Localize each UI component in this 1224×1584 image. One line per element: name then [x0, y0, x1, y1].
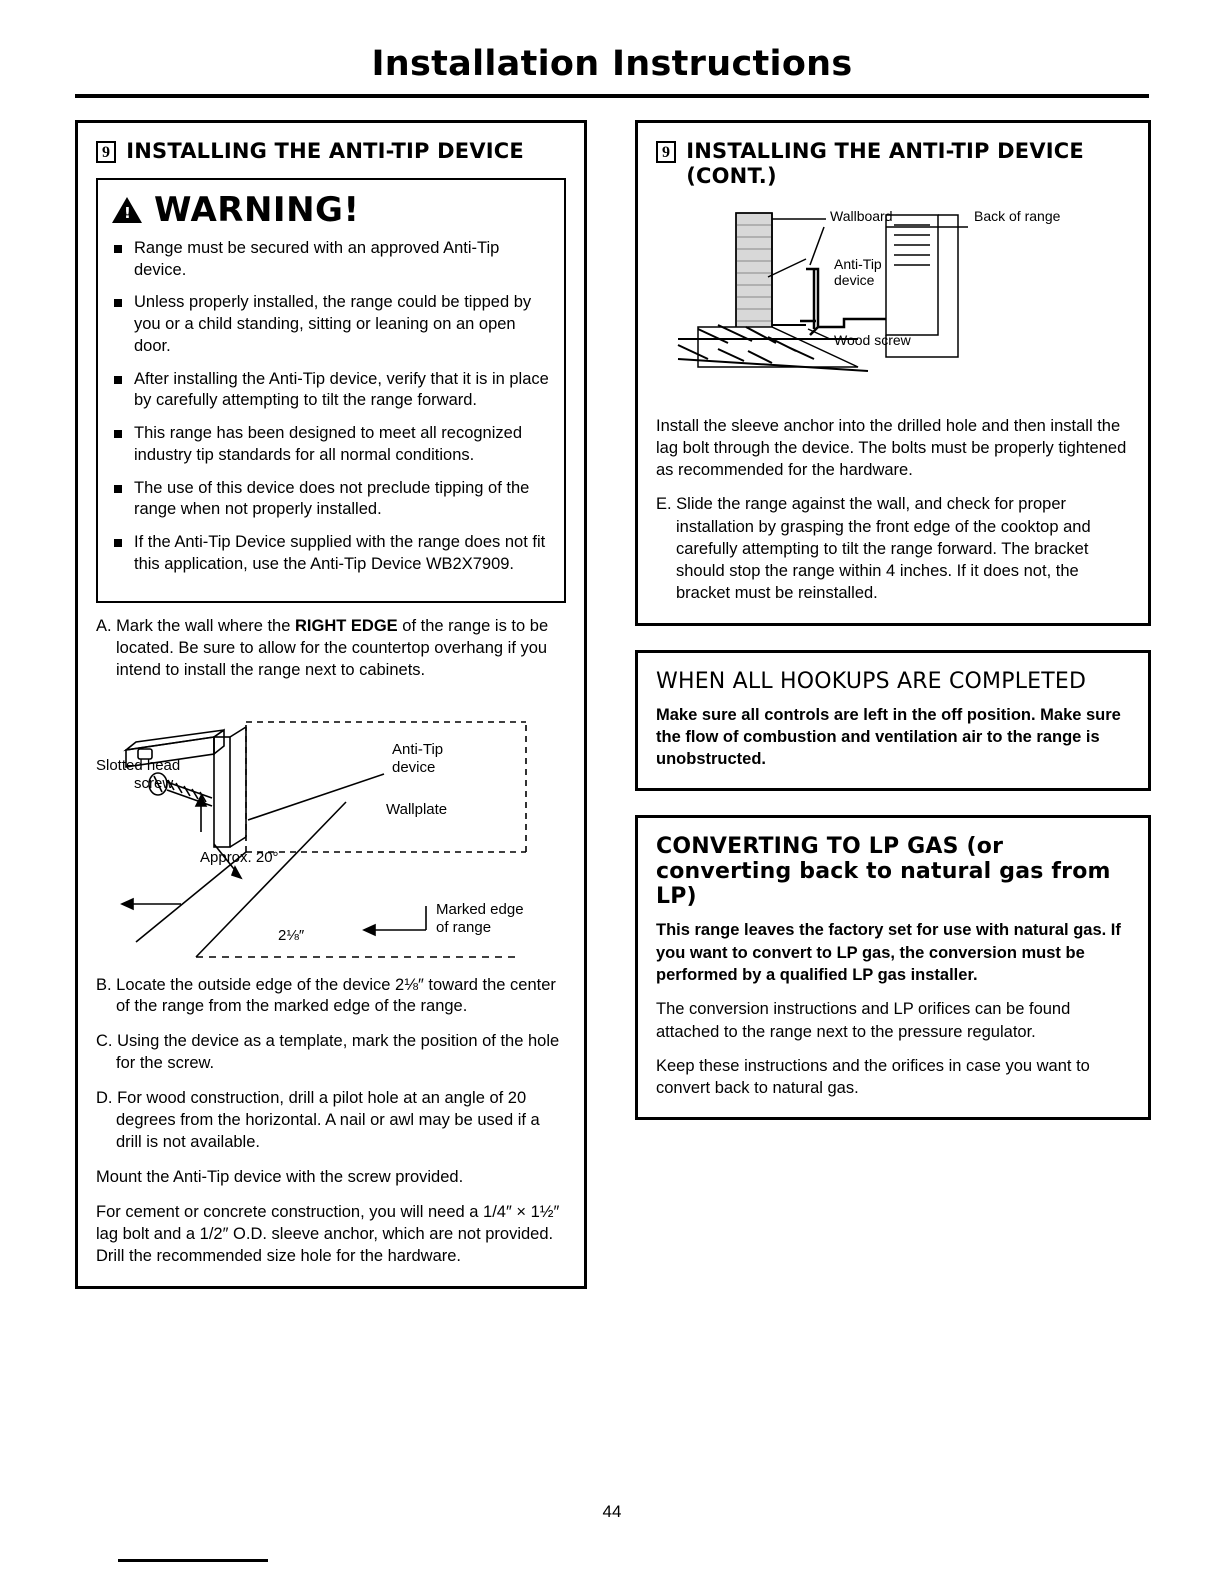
hookups-body: Make sure all controls are left in the off position. Make sure the flow of combustion and ventilation air to the range is unobstructed.	[656, 705, 1121, 769]
warning-box	[96, 178, 566, 603]
anti-tip-device-wallplate-diagram	[96, 692, 566, 962]
bottom-registration-mark	[118, 1559, 268, 1562]
lp-gas-title: CONVERTING TO LP GAS (or converting back to natural gas from LP)	[656, 834, 1111, 910]
step-c-paragraph: C. Using the device as a template, mark the position of the hole for the screw.	[96, 1032, 560, 1073]
page-columns	[75, 120, 1149, 1289]
section-heading-text: INSTALLING THE ANTI-TIP DEVICE	[126, 139, 524, 163]
lp-gas-paragraph-3: Keep these instructions and the orifices in case you want to convert back to natural gas.	[656, 1056, 1090, 1098]
hookups-completed-panel	[635, 650, 1151, 792]
page-title: Installation Instructions	[371, 44, 853, 84]
warning-bullet-list	[112, 238, 550, 576]
step-number-badge: 9	[656, 141, 676, 163]
svg-text:Slotted head: Slotted head	[96, 756, 181, 774]
list-item: Range must be secured with an approved Anti-Tip device.	[112, 238, 550, 282]
lp-gas-paragraph-2: The conversion instructions and LP orifices can be found attached to the range next to the pressure regulator.	[656, 1000, 1071, 1041]
warning-triangle-icon	[112, 197, 142, 223]
list-item: After installing the Anti-Tip device, verify that it is in place by carefully attempting to tilt the range forward.	[112, 369, 550, 413]
section-heading-text	[686, 139, 1084, 189]
svg-text:of range: of range	[436, 918, 492, 936]
page-number: 44	[602, 1502, 622, 1521]
svg-text:Anti-Tip: Anti-Tip	[392, 740, 444, 758]
anti-tip-install-cont-panel	[635, 120, 1151, 626]
warning-label: WARNING!	[154, 189, 360, 230]
hookups-title: WHEN ALL HOOKUPS ARE COMPLETED	[656, 668, 1087, 694]
step-d-paragraph: D. For wood construction, drill a pilot hole at an angle of 20 degrees from the horizontal. A nail or awl may be used if a drill is not available.	[96, 1089, 540, 1152]
step-number-badge: 9	[96, 141, 116, 163]
svg-text:Wallplate: Wallplate	[386, 800, 448, 818]
svg-text:Wallboard: Wallboard	[830, 207, 893, 224]
step-a-post: of the range is to be located. Be sure to allow for the countertop overhang if you intend to install the range next to cabinets.	[116, 616, 549, 679]
svg-text:Marked edge: Marked edge	[436, 900, 524, 918]
svg-text:Anti-Tip: Anti-Tip	[834, 255, 882, 272]
list-item: The use of this device does not preclude tipping of the range when not properly installed.	[112, 478, 550, 522]
anti-tip-device-wall-mount-diagram	[656, 199, 1130, 409]
lp-gas-conversion-panel	[635, 815, 1151, 1120]
right-column	[635, 120, 1151, 1289]
svg-text:2⅛″: 2⅛″	[278, 926, 305, 944]
warning-header	[112, 190, 550, 230]
cement-construction-paragraph: For cement or concrete construction, you will need a 1/4″ × 1½″ lag bolt and a 1/2″ O.D. sleeve anchor, which are not provided. Drill the recommended size hole for the hardware.	[96, 1203, 560, 1265]
sleeve-anchor-paragraph: Install the sleeve anchor into the drilled hole and then install the lag bolt through the device. The bolts must be properly tightened as recommended for the hardware.	[656, 416, 1127, 480]
list-item: Unless properly installed, the range could be tipped by you or a child standing, sitting or leaning on an open door.	[112, 292, 550, 357]
step-a-paragraph	[96, 616, 566, 682]
step-e-paragraph: E. Slide the range against the wall, and check for proper installation by grasping the front edge of the cooktop and carefully attempting to tilt the range forward. The bracket should stop the range within 4 inches. If it does not, the bracket must be reinstalled.	[656, 495, 1091, 603]
svg-text:device: device	[834, 271, 875, 288]
step-a-pre: A. Mark the wall where the	[96, 616, 295, 635]
mount-device-paragraph: Mount the Anti-Tip device with the screw provided.	[96, 1168, 464, 1187]
svg-text:device: device	[392, 758, 436, 776]
list-item: If the Anti-Tip Device supplied with the range does not fit this application, use the Anti-Tip Device WB2X7909.	[112, 532, 550, 576]
anti-tip-install-panel	[75, 120, 587, 1289]
header-divider	[75, 94, 1149, 98]
list-item: This range has been designed to meet all recognized industry tip standards for all normal conditions.	[112, 423, 550, 467]
svg-text:Back of range: Back of range	[974, 207, 1061, 224]
section-heading-subtitle: (CONT.)	[686, 163, 777, 188]
section-heading-cont	[656, 139, 1130, 189]
left-column	[75, 120, 587, 1289]
svg-text:screw: screw	[134, 774, 174, 792]
svg-text:Wood screw: Wood screw	[834, 331, 911, 348]
step-a-emphasis: RIGHT EDGE	[295, 616, 398, 635]
svg-text:Approx. 20°: Approx. 20°	[200, 848, 279, 866]
section-heading	[96, 139, 566, 164]
step-b-paragraph: B. Locate the outside edge of the device 2⅛″ toward the center of the range from the marked edge of the range.	[96, 975, 556, 1016]
lp-gas-paragraph-1: This range leaves the factory set for use with natural gas. If you want to convert to LP gas, the conversion must be performed by a qualified LP gas installer.	[656, 921, 1121, 984]
section-heading-main: INSTALLING THE ANTI-TIP DEVICE	[686, 139, 1084, 163]
